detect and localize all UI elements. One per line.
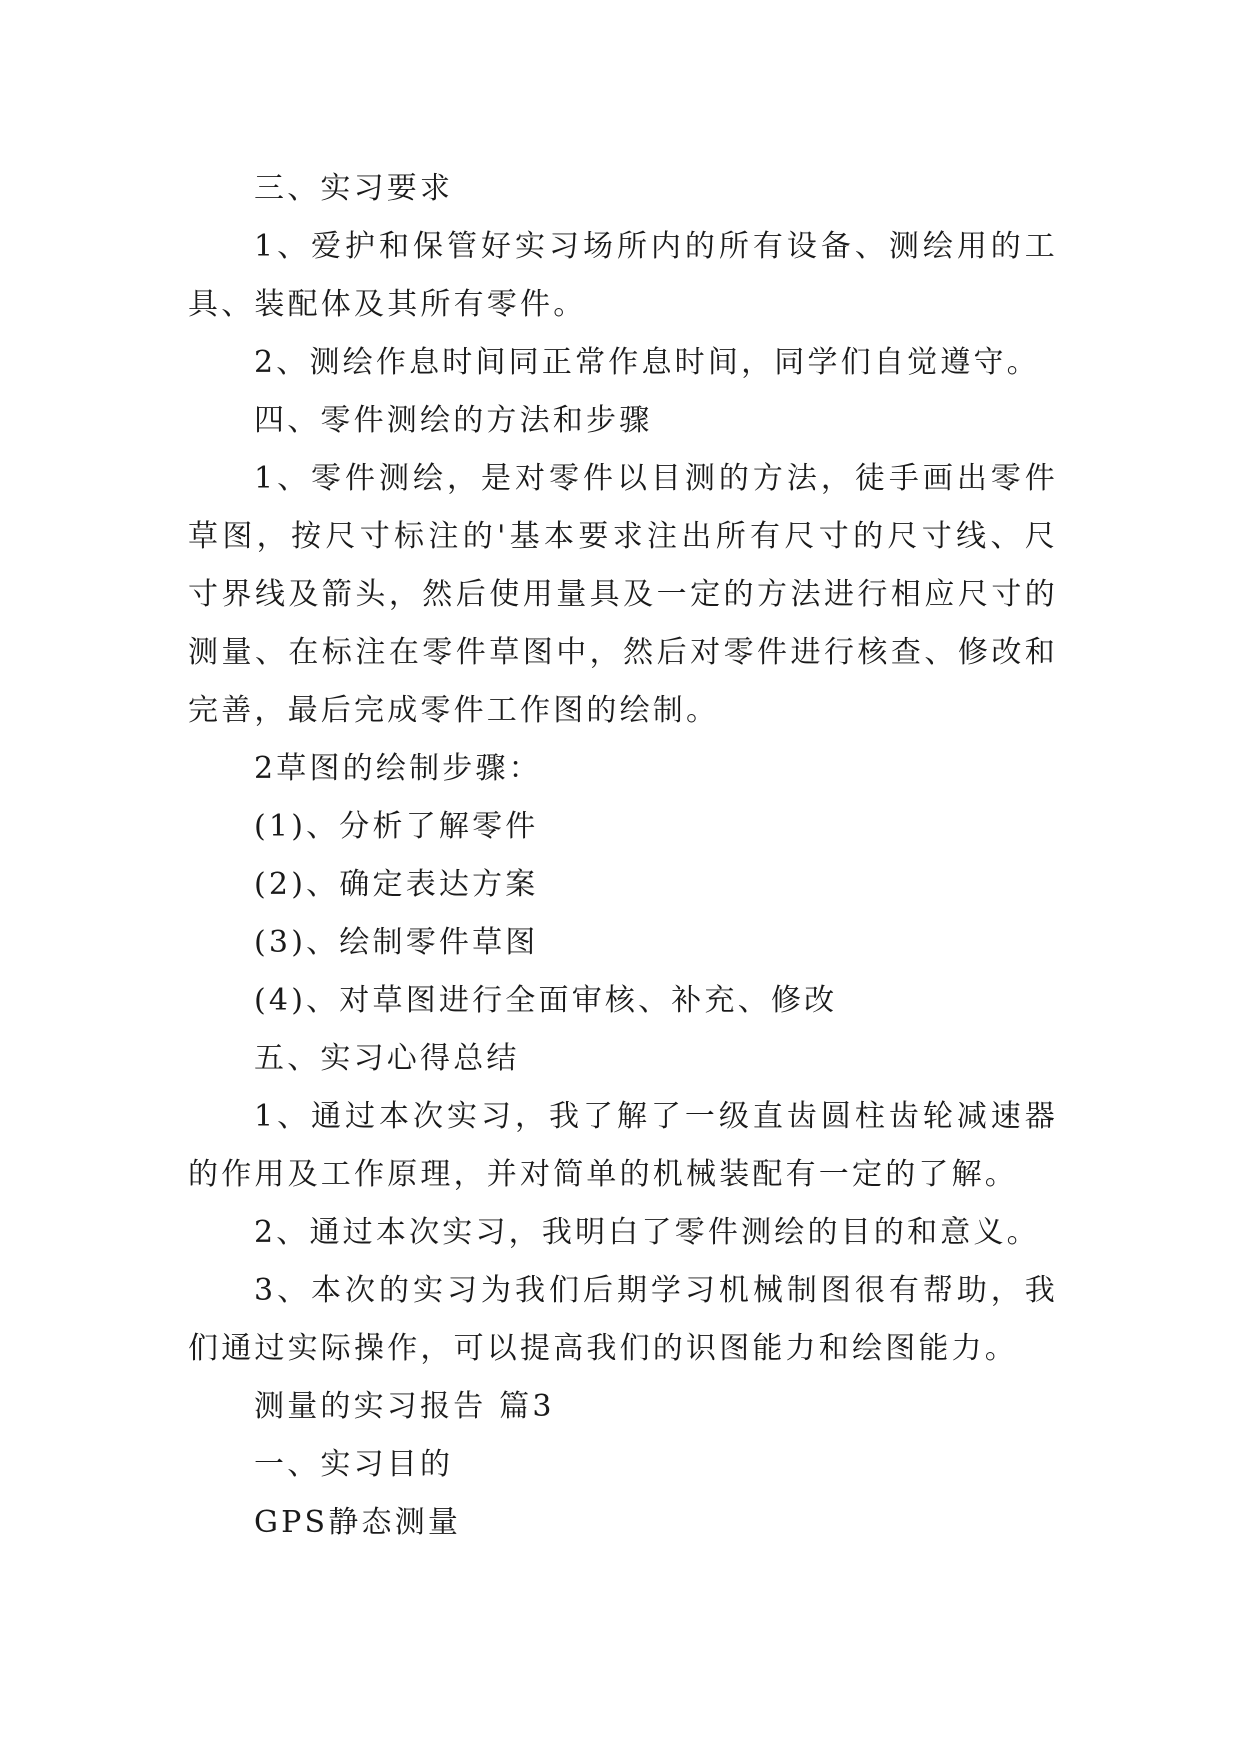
list-item-step-1: (1)、分析了解零件 — [254, 809, 539, 844]
section-heading-summary: 五、实习心得总结 — [254, 1041, 520, 1076]
paragraph-sketch-steps-title: 2草图的绘制步骤： — [254, 751, 542, 786]
list-item-step-2: (2)、确定表达方案 — [254, 867, 539, 902]
document-body — [188, 160, 1058, 1552]
paragraph-method-1: 1、零件测绘，是对零件以目测的方法，徒手画出零件草图，按尺寸标注的'基本要求注出所有尺寸的尺寸线、尺寸界线及箭头，然后使用量具及一定的方法进行相应尺寸的测量、在标注在零件草图中，然后对零件进行核查、修改和完善，最后完成零件工作图的绘制。 — [188, 461, 1058, 728]
list-item-step-3: (3)、绘制零件草图 — [254, 925, 539, 960]
list-item-step-4: (4)、对草图进行全面审核、补充、修改 — [254, 983, 838, 1018]
section-heading-requirements: 三、实习要求 — [254, 171, 454, 206]
section-heading-purpose: 一、实习目的 — [254, 1447, 454, 1482]
paragraph-gps: GPS静态测量 — [254, 1505, 462, 1540]
paragraph-summary-2: 2、通过本次实习，我明白了零件测绘的目的和意义。 — [254, 1215, 1040, 1250]
paragraph-requirement-2: 2、测绘作息时间同正常作息时间，同学们自觉遵守。 — [254, 345, 1040, 380]
paragraph-requirement-1: 1、爱护和保管好实习场所内的所有设备、测绘用的工具、装配体及其所有零件。 — [188, 229, 1058, 322]
paragraph-summary-1: 1、通过本次实习，我了解了一级直齿圆柱齿轮减速器的作用及工作原理，并对简单的机械装配有一定的了解。 — [188, 1099, 1058, 1192]
paragraph-summary-3: 3、本次的实习为我们后期学习机械制图很有帮助，我们通过实际操作，可以提高我们的识图能力和绘图能力。 — [188, 1273, 1058, 1366]
section-heading-methods: 四、零件测绘的方法和步骤 — [254, 403, 653, 438]
report-title: 测量的实习报告 篇3 — [254, 1389, 555, 1424]
